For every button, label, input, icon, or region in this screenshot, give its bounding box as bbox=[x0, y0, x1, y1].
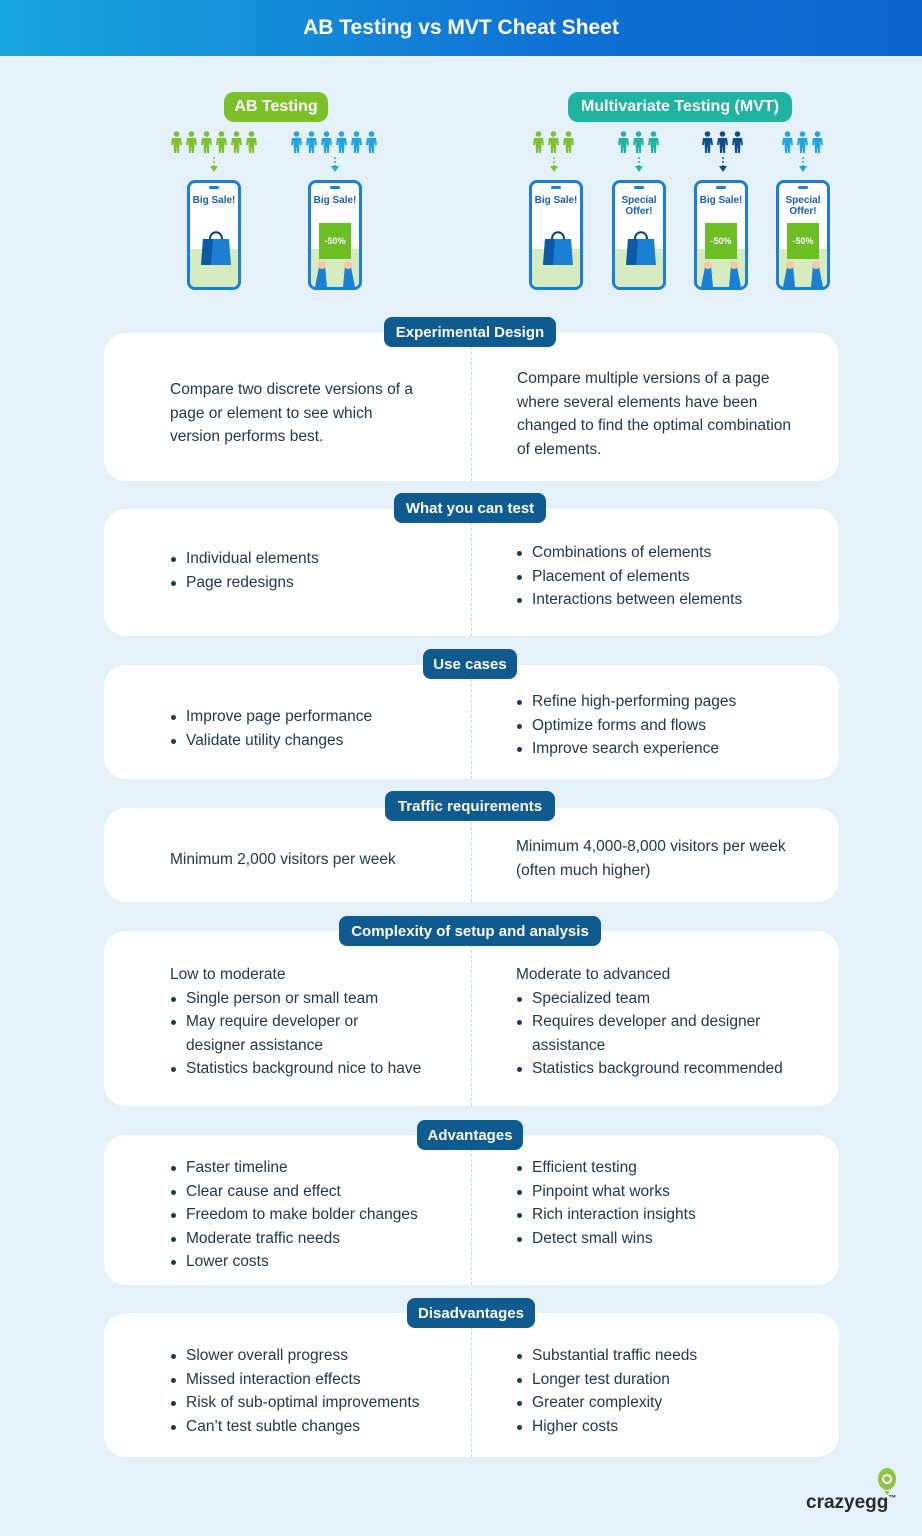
arrow-down-icon bbox=[330, 157, 340, 173]
list-item: Combinations of elements bbox=[516, 541, 816, 565]
people-group-mvt-1 bbox=[532, 131, 575, 153]
person-icon bbox=[350, 131, 363, 153]
person-icon bbox=[811, 131, 824, 153]
section-card-experimental-design bbox=[104, 333, 839, 481]
person-icon bbox=[200, 131, 213, 153]
person-icon bbox=[185, 131, 198, 153]
list-item: Statistics background nice to have bbox=[170, 1057, 460, 1081]
ab-column bbox=[170, 378, 420, 449]
arrow-down-icon bbox=[718, 157, 728, 173]
discount-tag: -50% bbox=[319, 223, 351, 259]
person-icon bbox=[617, 131, 630, 153]
list-item: Pinpoint what works bbox=[516, 1180, 816, 1204]
list-item: Detect small wins bbox=[516, 1227, 816, 1251]
list-item: Placement of elements bbox=[516, 565, 816, 589]
list-item: Rich interaction insights bbox=[516, 1203, 816, 1227]
ab-description: Compare two discrete versions of a page or element to see which version performs best. bbox=[170, 381, 413, 445]
mvt-column bbox=[517, 367, 797, 461]
ab-column bbox=[170, 547, 450, 594]
person-icon bbox=[305, 131, 318, 153]
list-item: Refine high-performing pages bbox=[516, 690, 816, 714]
mvt-column bbox=[516, 1344, 816, 1438]
people-group-mvt-3 bbox=[701, 131, 744, 153]
list-item: Improve search experience bbox=[516, 737, 816, 761]
trademark-mark: ™ bbox=[888, 1493, 897, 1503]
phone-headline: Big Sale! bbox=[534, 195, 578, 206]
phone-headline: Special Offer! bbox=[621, 195, 657, 217]
section-title: Disadvantages bbox=[407, 1298, 535, 1328]
phone-mvt-variant-4 bbox=[776, 180, 830, 290]
list-item: Requires developer and designer assistance bbox=[516, 1010, 796, 1057]
phone-ab-variant-b bbox=[308, 180, 362, 290]
person-icon bbox=[230, 131, 243, 153]
mvt-column bbox=[516, 963, 821, 1081]
shopping-bag-icon bbox=[624, 227, 658, 267]
egg-logo-icon bbox=[876, 1467, 898, 1495]
person-icon bbox=[562, 131, 575, 153]
list-item: Improve page performance bbox=[170, 705, 450, 729]
person-icon bbox=[215, 131, 228, 153]
list-item: Freedom to make bolder changes bbox=[170, 1203, 460, 1227]
section-card-use-cases bbox=[104, 665, 839, 779]
person-icon bbox=[781, 131, 794, 153]
list-item: Higher costs bbox=[516, 1415, 816, 1439]
section-card-what-you-can-test bbox=[104, 509, 839, 636]
arrow-down-icon bbox=[549, 157, 559, 173]
shopping-bag-icon bbox=[199, 227, 233, 267]
hands-icon bbox=[779, 257, 827, 287]
person-icon bbox=[365, 131, 378, 153]
person-icon bbox=[701, 131, 714, 153]
discount-tag: -50% bbox=[705, 223, 737, 259]
list-item: May require developer or designer assistance bbox=[170, 1010, 400, 1057]
list-item: Risk of sub-optimal improvements bbox=[170, 1391, 460, 1415]
person-icon bbox=[647, 131, 660, 153]
mvt-column bbox=[516, 1156, 816, 1250]
list-item: Lower costs bbox=[170, 1250, 460, 1274]
list-item: Substantial traffic needs bbox=[516, 1344, 816, 1368]
mvt-column bbox=[516, 541, 816, 612]
section-title: Complexity of setup and analysis bbox=[339, 916, 601, 946]
list-item: Missed interaction effects bbox=[170, 1368, 460, 1392]
mvt-intro: Moderate to advanced bbox=[516, 966, 671, 983]
mvt-description: Compare multiple versions of a page where several elements have been changed to find the optimal combination of elements. bbox=[517, 370, 792, 458]
section-title: Traffic requirements bbox=[385, 791, 555, 821]
person-icon bbox=[532, 131, 545, 153]
brand-logo bbox=[806, 1492, 896, 1514]
list-item: Clear cause and effect bbox=[170, 1180, 460, 1204]
person-icon bbox=[335, 131, 348, 153]
arrow-down-icon bbox=[634, 157, 644, 173]
list-item: Faster timeline bbox=[170, 1156, 460, 1180]
ab-description: Minimum 2,000 visitors per week bbox=[170, 851, 396, 868]
person-icon bbox=[547, 131, 560, 153]
list-item: Moderate traffic needs bbox=[170, 1227, 460, 1251]
arrow-down-icon bbox=[209, 157, 219, 173]
person-icon bbox=[170, 131, 183, 153]
person-icon bbox=[245, 131, 258, 153]
section-card-disadvantages bbox=[104, 1313, 839, 1457]
person-icon bbox=[632, 131, 645, 153]
section-title: Use cases bbox=[423, 649, 517, 679]
mvt-column bbox=[516, 835, 796, 882]
section-title: What you can test bbox=[394, 493, 546, 523]
section-card-advantages bbox=[104, 1135, 839, 1285]
page-title: AB Testing vs MVT Cheat Sheet bbox=[0, 0, 922, 56]
phone-headline: Big Sale! bbox=[313, 195, 357, 206]
list-item: Validate utility changes bbox=[170, 729, 450, 753]
section-title: Advantages bbox=[417, 1120, 523, 1150]
arrow-down-icon bbox=[798, 157, 808, 173]
people-group-mvt-4 bbox=[781, 131, 824, 153]
person-icon bbox=[796, 131, 809, 153]
mvt-column bbox=[516, 690, 816, 761]
list-item: Longer test duration bbox=[516, 1368, 816, 1392]
person-icon bbox=[731, 131, 744, 153]
phone-mvt-variant-2 bbox=[612, 180, 666, 290]
phone-ab-variant-a bbox=[187, 180, 241, 290]
ab-intro: Low to moderate bbox=[170, 966, 286, 983]
list-item: Greater complexity bbox=[516, 1391, 816, 1415]
ab-column bbox=[170, 705, 450, 752]
phone-mvt-variant-1 bbox=[529, 180, 583, 290]
brand-name: crazyegg bbox=[806, 1492, 889, 1513]
list-item: Optimize forms and flows bbox=[516, 714, 816, 738]
mvt-label: Multivariate Testing (MVT) bbox=[568, 92, 792, 122]
shopping-bag-icon bbox=[541, 227, 575, 267]
list-item: Slower overall progress bbox=[170, 1344, 460, 1368]
people-group-ab-b bbox=[290, 131, 378, 153]
mvt-description: Minimum 4,000-8,000 visitors per week (often much higher) bbox=[516, 838, 786, 879]
list-item: Specialized team bbox=[516, 987, 821, 1011]
hands-icon bbox=[311, 257, 359, 287]
person-icon bbox=[716, 131, 729, 153]
discount-tag: -50% bbox=[787, 223, 819, 259]
people-group-ab-a bbox=[170, 131, 258, 153]
phone-mvt-variant-3 bbox=[694, 180, 748, 290]
hands-icon bbox=[697, 257, 745, 287]
person-icon bbox=[320, 131, 333, 153]
section-title: Experimental Design bbox=[384, 317, 556, 347]
ab-testing-label: AB Testing bbox=[224, 92, 328, 122]
ab-column bbox=[170, 963, 460, 1081]
list-item: Single person or small team bbox=[170, 987, 460, 1011]
ab-column bbox=[170, 1344, 460, 1438]
phone-headline: Big Sale! bbox=[699, 195, 743, 206]
phone-headline: Special Offer! bbox=[785, 195, 821, 217]
section-card-complexity bbox=[104, 931, 839, 1106]
people-group-mvt-2 bbox=[617, 131, 660, 153]
ab-column bbox=[170, 848, 450, 872]
list-item: Efficient testing bbox=[516, 1156, 816, 1180]
list-item: Can’t test subtle changes bbox=[170, 1415, 460, 1439]
section-card-traffic-requirements bbox=[104, 808, 839, 902]
phone-headline: Big Sale! bbox=[192, 195, 236, 206]
list-item: Page redesigns bbox=[170, 571, 450, 595]
person-icon bbox=[290, 131, 303, 153]
list-item: Individual elements bbox=[170, 547, 450, 571]
ab-column bbox=[170, 1156, 460, 1274]
list-item: Statistics background recommended bbox=[516, 1057, 821, 1081]
list-item: Interactions between elements bbox=[516, 588, 816, 612]
